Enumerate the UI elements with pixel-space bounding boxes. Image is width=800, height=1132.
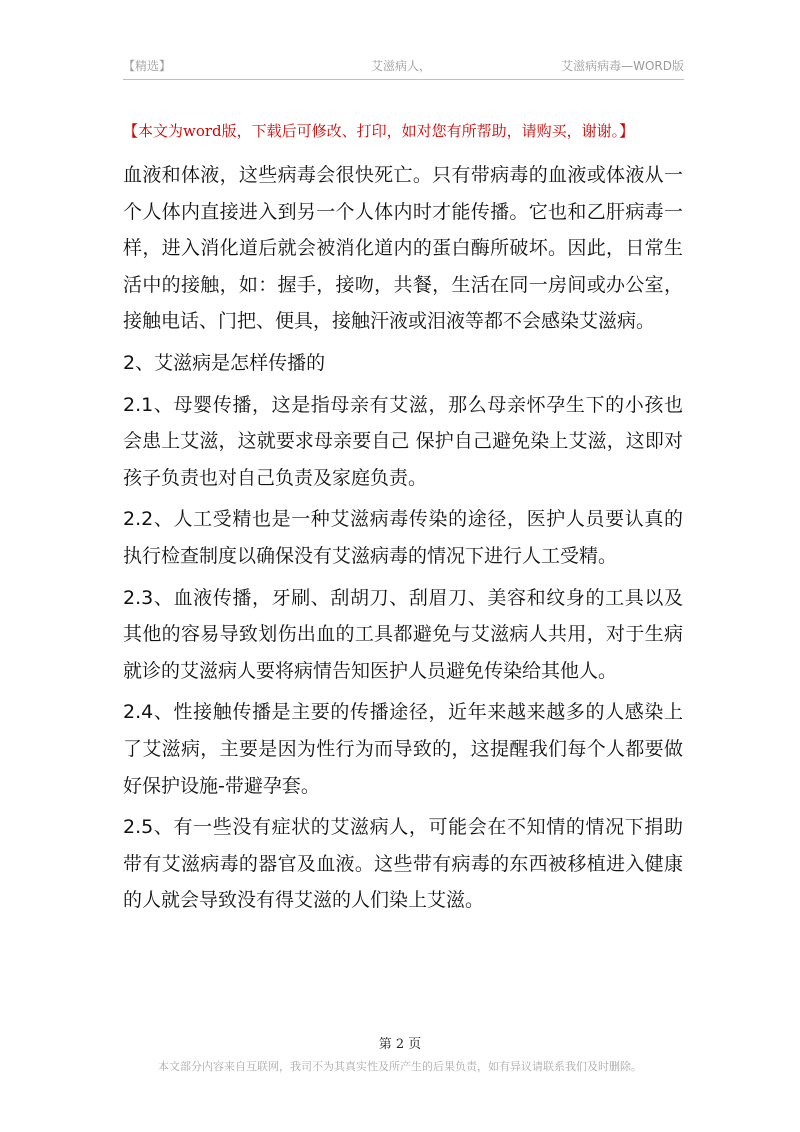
- page-number: 第 2 页: [378, 1037, 422, 1052]
- paragraph-2-2: 2.2、人工受精也是一种艾滋病毒传染的途径，医护人员要认真的执行检查制度以确保没有艾滋病毒的情况下进行人工受精。: [123, 508, 683, 567]
- paragraph-2-5: 2.5、有一些没有症状的艾滋病人，可能会在不知情的情况下捐助带有艾滋病毒的器官及血液。这些带有病毒的东西被移植进入健康的人就会导致没有得艾滋的人们染上艾滋。: [123, 816, 683, 912]
- header-center-label: 艾滋病人，: [371, 59, 432, 73]
- header-left-label: 【精选】: [123, 59, 172, 73]
- paragraph-2-3: 2.3、血液传播，牙刷、刮胡刀、刮眉刀、美容和纹身的工具以及其他的容易导致划伤出血的工具都避免与艾滋病人共用，对于生病就诊的艾滋病人要将病情告知医护人员避免传染给其他人。: [123, 586, 683, 682]
- paragraph-2-4: 2.4、性接触传播是主要的传播途径，近年来越来越多的人感染上了艾滋病，主要是因为性行为而导致的，这提醒我们每个人都要做好保护设施-带避孕套。: [123, 701, 683, 797]
- section-heading: 2、艾滋病是怎样传播的: [123, 351, 326, 374]
- paragraph-2-1: 2.1、母婴传播，这是指母亲有艾滋，那么母亲怀孕生下的小孩也会患上艾滋，这就要求母亲要自己 保护自己避免染上艾滋，这即对孩子负责也对自己负责及家庭负责。: [123, 393, 683, 489]
- purchase-notice: 【本文为word版，下载后可修改、打印，如对您有所帮助，请购买，谢谢。】: [123, 122, 635, 140]
- page-footer-disclaimer: 本文部分内容来自互联网，我司不为其真实性及所产生的后果负责，如有异议请联系我们及时删除。: [158, 1060, 642, 1073]
- document-body: [123, 157, 683, 919]
- paragraph-intro: 血液和体液，这些病毒会很快死亡。只有带病毒的血液或体液从一个人体内直接进入到另一个人体内时才能传播。它也和乙肝病毒一样，进入消化道后就会被消化道内的蛋白酶所破坏。因此，日常生活中的接触，如：握手，接吻，共餐，生活在同一房间或办公室，接触电话、门把、便具，接触汗液或泪液等都不会感染艾滋病。: [123, 164, 683, 333]
- page-header: [123, 57, 684, 80]
- header-right-label: 艾滋病病毒—WORD版: [561, 59, 684, 73]
